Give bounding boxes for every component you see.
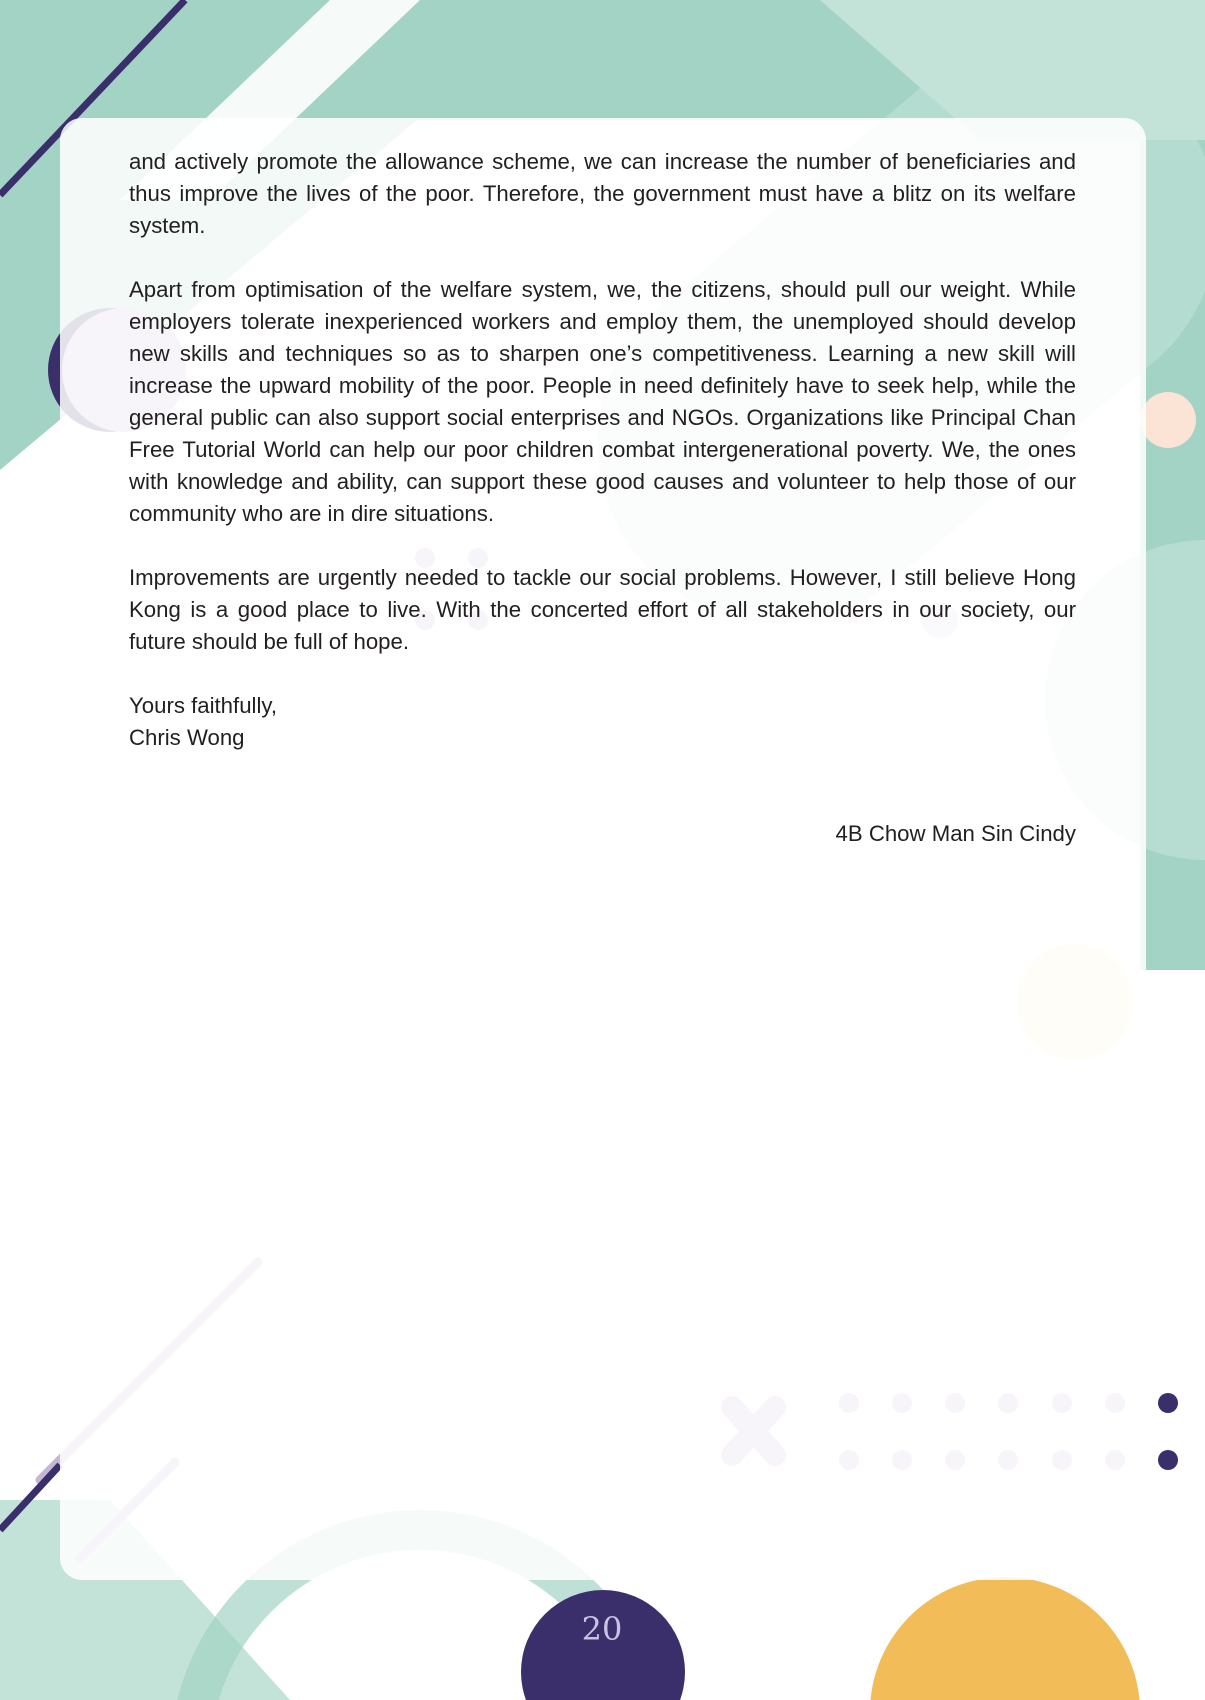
letter-body	[129, 146, 1076, 850]
page-number: 20	[581, 1610, 623, 1648]
paragraph-3: Improvements are urgently needed to tackle our social problems. However, I still believe Hong Kong is a good place to live. With the concerted effort of all stakeholders in our society, our future should be full of hope.	[129, 565, 1076, 654]
peach-circle-right	[1140, 392, 1196, 448]
letter-closing: Yours faithfully,	[129, 693, 277, 718]
paragraph-2: Apart from optimisation of the welfare system, we, the citizens, should pull our weight. While employers tolerate inexperienced workers and employ them, the unemployed should develop new skills and techniques so as to sharpen one’s competitiveness. Learning a new skill will increase the upward mobility of the poor. People in need definitely have to seek help, while the general public can also support social enterprises and NGOs. Organizations like Principal Chan Free Tutorial World can help our poor children combat intergenerational poverty. We, the ones with knowledge and ability, can support these good causes and volunteer to help those of our community who are in dire situations.	[129, 277, 1076, 526]
dot-grid-navy-2	[1158, 1450, 1178, 1470]
letter-signature: Chris Wong	[129, 725, 245, 750]
paragraph-1: and actively promote the allowance scheme, we can increase the number of beneficiaries and thus improve the lives of the poor. Therefore, the government must have a blitz on its welfare system.	[129, 149, 1076, 238]
author-credit: 4B Chow Man Sin Cindy	[835, 821, 1076, 846]
dot-grid-navy-1	[1158, 1393, 1178, 1413]
gold-circle-bottom	[870, 1577, 1140, 1700]
